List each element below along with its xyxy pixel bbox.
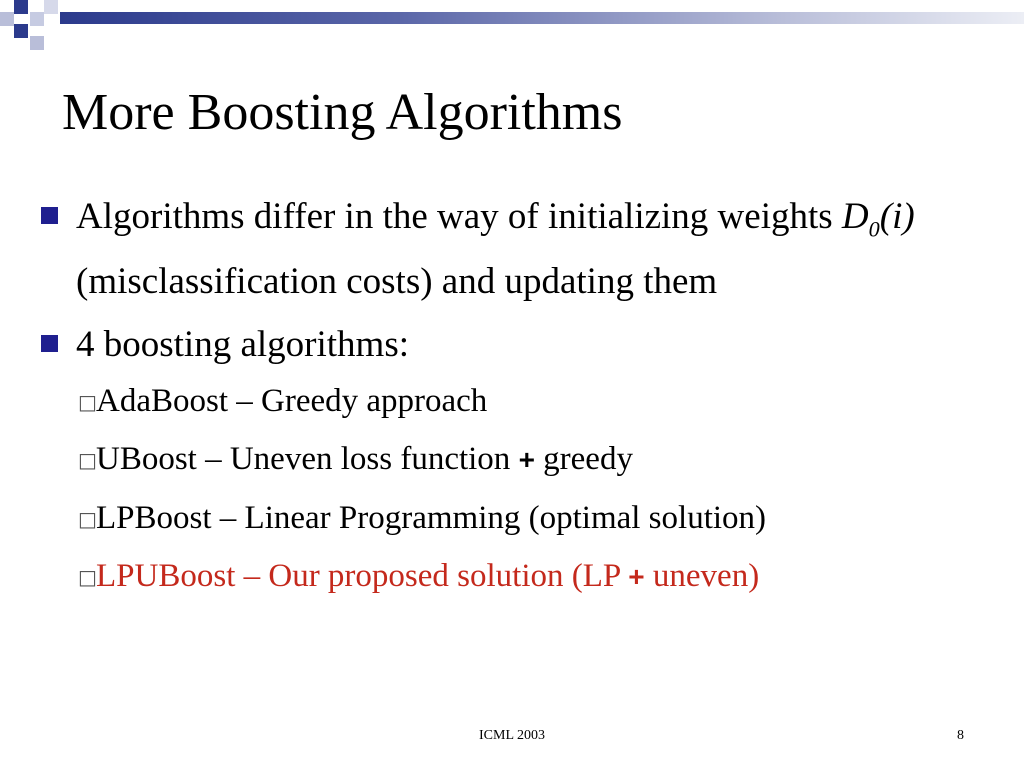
- bullet-text: [76, 196, 915, 302]
- sub-bullet-item-highlighted: [53, 556, 938, 597]
- title-accent-bar: [60, 12, 1024, 24]
- sub-bullet-text-part: uneven): [644, 558, 760, 595]
- math-argument: (i): [879, 196, 915, 237]
- deco-square: [30, 36, 44, 50]
- bullet-text-part: Algorithms differ in the way of initializing weights: [76, 196, 842, 237]
- sub-bullet-list: [76, 381, 938, 597]
- corner-decoration: [0, 0, 90, 60]
- bullet-text-part: (misclassification costs) and updating them: [76, 261, 718, 303]
- square-bullet-icon: [41, 207, 58, 224]
- footer-conference: ICML 2003: [479, 728, 545, 743]
- sub-bullet-item: [53, 498, 938, 538]
- sub-bullet-text: LPBoost – Linear Programming (optimal solution): [96, 500, 767, 537]
- deco-square: [14, 24, 28, 38]
- deco-square: [44, 0, 58, 14]
- sub-bullet-text-part: greedy: [534, 441, 633, 478]
- square-bullet-icon: [41, 335, 58, 352]
- slide-title: More Boosting Algorithms: [62, 84, 623, 141]
- sub-bullet-text: AdaBoost – Greedy approach: [96, 383, 488, 420]
- hollow-square-bullet-icon: □: [78, 565, 97, 590]
- hollow-square-bullet-icon: □: [78, 390, 97, 415]
- sub-bullet-item: [53, 439, 938, 480]
- hollow-square-bullet-icon: □: [78, 507, 97, 532]
- sub-bullet-text-part: LPUBoost – Our proposed solution (LP: [96, 558, 629, 595]
- hollow-square-bullet-icon: □: [78, 448, 97, 473]
- page-number: 8: [957, 728, 964, 743]
- math-subscript: 0: [868, 216, 880, 242]
- math-variable: D: [841, 196, 869, 237]
- bullet-text: 4 boosting algorithms:: [76, 324, 409, 366]
- sub-bullet-item: [53, 381, 938, 421]
- bullet-item: [38, 190, 938, 308]
- sub-bullet-text-part: UBoost – Uneven loss function: [96, 441, 519, 478]
- sub-bullet-text: [96, 558, 759, 594]
- bullet-list: [38, 190, 938, 615]
- bullet-item: [38, 318, 938, 597]
- deco-square: [14, 0, 28, 14]
- sub-bullet-text: [96, 441, 633, 477]
- deco-square: [30, 12, 44, 26]
- deco-square: [0, 12, 14, 26]
- math-expression: [841, 196, 915, 242]
- plus-sign: +: [518, 444, 535, 476]
- plus-sign: +: [628, 561, 645, 593]
